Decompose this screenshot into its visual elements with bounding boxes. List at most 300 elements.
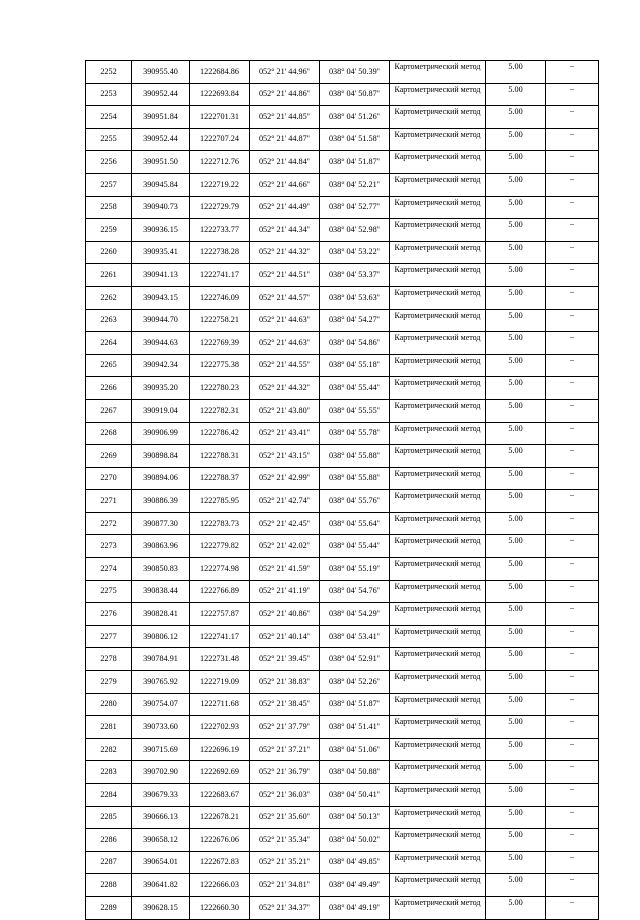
accuracy-cell: 5.00: [486, 896, 546, 919]
table-row: [86, 671, 599, 694]
accuracy-cell: 5.00: [486, 332, 546, 355]
accuracy-cell: 5.00: [486, 61, 546, 84]
x-coordinate-cell: 390894.06: [132, 467, 190, 490]
accuracy-cell: 5.00: [486, 874, 546, 897]
y-coordinate-cell: 1222712.76: [190, 151, 250, 174]
method-cell: Картометрический метод: [390, 83, 486, 106]
note-cell: –: [546, 580, 599, 603]
accuracy-cell: 5.00: [486, 580, 546, 603]
x-coordinate-cell: 390733.60: [132, 716, 190, 739]
table-row: [86, 422, 599, 445]
method-cell: Картометрический метод: [390, 784, 486, 807]
point-number-cell: 2277: [86, 625, 132, 648]
y-coordinate-cell: 1222779.82: [190, 535, 250, 558]
accuracy-cell: 5.00: [486, 851, 546, 874]
x-coordinate-cell: 390919.04: [132, 399, 190, 422]
note-cell: –: [546, 264, 599, 287]
y-coordinate-cell: 1222660.30: [190, 896, 250, 919]
accuracy-cell: 5.00: [486, 490, 546, 513]
longitude-cell: 038° 04' 50.88": [320, 761, 390, 784]
y-coordinate-cell: 1222785.95: [190, 490, 250, 513]
table-row: [86, 196, 599, 219]
x-coordinate-cell: 390806.12: [132, 625, 190, 648]
latitude-cell: 052° 21' 35.21": [250, 851, 320, 874]
point-number-cell: 2254: [86, 106, 132, 129]
table-row: [86, 693, 599, 716]
note-cell: –: [546, 851, 599, 874]
point-number-cell: 2275: [86, 580, 132, 603]
latitude-cell: 052° 21' 44.63": [250, 332, 320, 355]
x-coordinate-cell: 390951.84: [132, 106, 190, 129]
latitude-cell: 052° 21' 39.45": [250, 648, 320, 671]
table-row: [86, 173, 599, 196]
longitude-cell: 038° 04' 55.19": [320, 558, 390, 581]
accuracy-cell: 5.00: [486, 309, 546, 332]
table-row: [86, 874, 599, 897]
point-number-cell: 2281: [86, 716, 132, 739]
longitude-cell: 038° 04' 54.76": [320, 580, 390, 603]
table-row: [86, 648, 599, 671]
accuracy-cell: 5.00: [486, 445, 546, 468]
note-cell: –: [546, 512, 599, 535]
y-coordinate-cell: 1222788.31: [190, 445, 250, 468]
longitude-cell: 038° 04' 53.37": [320, 264, 390, 287]
latitude-cell: 052° 21' 44.51": [250, 264, 320, 287]
accuracy-cell: 5.00: [486, 286, 546, 309]
table-row: [86, 603, 599, 626]
note-cell: –: [546, 693, 599, 716]
point-number-cell: 2259: [86, 219, 132, 242]
y-coordinate-cell: 1222684.86: [190, 61, 250, 84]
x-coordinate-cell: 390936.15: [132, 219, 190, 242]
accuracy-cell: 5.00: [486, 716, 546, 739]
accuracy-cell: 5.00: [486, 648, 546, 671]
method-cell: Картометрический метод: [390, 332, 486, 355]
longitude-cell: 038° 04' 55.44": [320, 377, 390, 400]
latitude-cell: 052° 21' 41.59": [250, 558, 320, 581]
longitude-cell: 038° 04' 49.85": [320, 851, 390, 874]
latitude-cell: 052° 21' 44.87": [250, 128, 320, 151]
note-cell: –: [546, 829, 599, 852]
x-coordinate-cell: 390838.44: [132, 580, 190, 603]
latitude-cell: 052° 21' 37.79": [250, 716, 320, 739]
method-cell: Картометрический метод: [390, 377, 486, 400]
accuracy-cell: 5.00: [486, 264, 546, 287]
x-coordinate-cell: 390944.63: [132, 332, 190, 355]
y-coordinate-cell: 1222707.24: [190, 128, 250, 151]
x-coordinate-cell: 390654.01: [132, 851, 190, 874]
table-row: [86, 128, 599, 151]
point-number-cell: 2278: [86, 648, 132, 671]
note-cell: –: [546, 625, 599, 648]
note-cell: –: [546, 286, 599, 309]
accuracy-cell: 5.00: [486, 399, 546, 422]
point-number-cell: 2286: [86, 829, 132, 852]
x-coordinate-cell: 390641.82: [132, 874, 190, 897]
method-cell: Картометрический метод: [390, 693, 486, 716]
y-coordinate-cell: 1222741.17: [190, 264, 250, 287]
y-coordinate-cell: 1222788.37: [190, 467, 250, 490]
x-coordinate-cell: 390943.15: [132, 286, 190, 309]
note-cell: –: [546, 173, 599, 196]
latitude-cell: 052° 21' 44.86": [250, 83, 320, 106]
latitude-cell: 052° 21' 43.41": [250, 422, 320, 445]
longitude-cell: 038° 04' 54.29": [320, 603, 390, 626]
x-coordinate-cell: 390951.50: [132, 151, 190, 174]
note-cell: –: [546, 309, 599, 332]
x-coordinate-cell: 390702.90: [132, 761, 190, 784]
accuracy-cell: 5.00: [486, 83, 546, 106]
table-row: [86, 445, 599, 468]
accuracy-cell: 5.00: [486, 603, 546, 626]
accuracy-cell: 5.00: [486, 738, 546, 761]
method-cell: Картометрический метод: [390, 716, 486, 739]
latitude-cell: 052° 21' 41.19": [250, 580, 320, 603]
note-cell: –: [546, 603, 599, 626]
x-coordinate-cell: 390863.96: [132, 535, 190, 558]
method-cell: Картометрический метод: [390, 151, 486, 174]
accuracy-cell: 5.00: [486, 512, 546, 535]
method-cell: Картометрический метод: [390, 399, 486, 422]
longitude-cell: 038° 04' 52.77": [320, 196, 390, 219]
point-number-cell: 2262: [86, 286, 132, 309]
table-row: [86, 61, 599, 84]
method-cell: Картометрический метод: [390, 648, 486, 671]
latitude-cell: 052° 21' 34.81": [250, 874, 320, 897]
table-row: [86, 761, 599, 784]
point-number-cell: 2283: [86, 761, 132, 784]
longitude-cell: 038° 04' 51.06": [320, 738, 390, 761]
method-cell: Картометрический метод: [390, 219, 486, 242]
longitude-cell: 038° 04' 55.76": [320, 490, 390, 513]
point-number-cell: 2282: [86, 738, 132, 761]
x-coordinate-cell: 390898.84: [132, 445, 190, 468]
note-cell: –: [546, 377, 599, 400]
latitude-cell: 052° 21' 42.99": [250, 467, 320, 490]
method-cell: Картометрический метод: [390, 128, 486, 151]
method-cell: Картометрический метод: [390, 264, 486, 287]
table-row: [86, 806, 599, 829]
table-row: [86, 829, 599, 852]
y-coordinate-cell: 1222666.03: [190, 874, 250, 897]
accuracy-cell: 5.00: [486, 671, 546, 694]
y-coordinate-cell: 1222719.09: [190, 671, 250, 694]
y-coordinate-cell: 1222719.22: [190, 173, 250, 196]
point-number-cell: 2268: [86, 422, 132, 445]
method-cell: Картометрический метод: [390, 106, 486, 129]
x-coordinate-cell: 390784.91: [132, 648, 190, 671]
latitude-cell: 052° 21' 44.85": [250, 106, 320, 129]
longitude-cell: 038° 04' 55.88": [320, 467, 390, 490]
longitude-cell: 038° 04' 55.88": [320, 445, 390, 468]
table-row: [86, 219, 599, 242]
longitude-cell: 038° 04' 55.64": [320, 512, 390, 535]
x-coordinate-cell: 390715.69: [132, 738, 190, 761]
longitude-cell: 038° 04' 49.49": [320, 874, 390, 897]
accuracy-cell: 5.00: [486, 467, 546, 490]
point-number-cell: 2289: [86, 896, 132, 919]
method-cell: Картометрический метод: [390, 422, 486, 445]
method-cell: Картометрический метод: [390, 286, 486, 309]
longitude-cell: 038° 04' 53.22": [320, 241, 390, 264]
latitude-cell: 052° 21' 44.55": [250, 354, 320, 377]
x-coordinate-cell: 390935.41: [132, 241, 190, 264]
point-number-cell: 2269: [86, 445, 132, 468]
longitude-cell: 038° 04' 50.13": [320, 806, 390, 829]
latitude-cell: 052° 21' 35.34": [250, 829, 320, 852]
latitude-cell: 052° 21' 38.45": [250, 693, 320, 716]
y-coordinate-cell: 1222678.21: [190, 806, 250, 829]
point-number-cell: 2272: [86, 512, 132, 535]
table-row: [86, 83, 599, 106]
latitude-cell: 052° 21' 42.02": [250, 535, 320, 558]
accuracy-cell: 5.00: [486, 128, 546, 151]
method-cell: Картометрический метод: [390, 467, 486, 490]
note-cell: –: [546, 535, 599, 558]
accuracy-cell: 5.00: [486, 422, 546, 445]
note-cell: –: [546, 648, 599, 671]
longitude-cell: 038° 04' 52.98": [320, 219, 390, 242]
x-coordinate-cell: 390940.73: [132, 196, 190, 219]
accuracy-cell: 5.00: [486, 241, 546, 264]
note-cell: –: [546, 467, 599, 490]
method-cell: Картометрический метод: [390, 806, 486, 829]
y-coordinate-cell: 1222741.17: [190, 625, 250, 648]
latitude-cell: 052° 21' 44.49": [250, 196, 320, 219]
table-row: [86, 106, 599, 129]
note-cell: –: [546, 61, 599, 84]
point-number-cell: 2265: [86, 354, 132, 377]
note-cell: –: [546, 399, 599, 422]
method-cell: Картометрический метод: [390, 761, 486, 784]
note-cell: –: [546, 784, 599, 807]
note-cell: –: [546, 83, 599, 106]
note-cell: –: [546, 806, 599, 829]
point-number-cell: 2284: [86, 784, 132, 807]
table-row: [86, 151, 599, 174]
latitude-cell: 052° 21' 43.80": [250, 399, 320, 422]
accuracy-cell: 5.00: [486, 806, 546, 829]
accuracy-cell: 5.00: [486, 693, 546, 716]
y-coordinate-cell: 1222696.19: [190, 738, 250, 761]
point-number-cell: 2256: [86, 151, 132, 174]
accuracy-cell: 5.00: [486, 625, 546, 648]
latitude-cell: 052° 21' 44.32": [250, 377, 320, 400]
x-coordinate-cell: 390877.30: [132, 512, 190, 535]
accuracy-cell: 5.00: [486, 761, 546, 784]
y-coordinate-cell: 1222782.31: [190, 399, 250, 422]
note-cell: –: [546, 151, 599, 174]
method-cell: Картометрический метод: [390, 241, 486, 264]
latitude-cell: 052° 21' 37.21": [250, 738, 320, 761]
note-cell: –: [546, 219, 599, 242]
note-cell: –: [546, 354, 599, 377]
note-cell: –: [546, 896, 599, 919]
method-cell: Картометрический метод: [390, 603, 486, 626]
y-coordinate-cell: 1222676.06: [190, 829, 250, 852]
longitude-cell: 038° 04' 49.19": [320, 896, 390, 919]
note-cell: –: [546, 445, 599, 468]
y-coordinate-cell: 1222738.28: [190, 241, 250, 264]
longitude-cell: 038° 04' 53.63": [320, 286, 390, 309]
accuracy-cell: 5.00: [486, 219, 546, 242]
note-cell: –: [546, 241, 599, 264]
point-number-cell: 2279: [86, 671, 132, 694]
y-coordinate-cell: 1222701.31: [190, 106, 250, 129]
method-cell: Картометрический метод: [390, 173, 486, 196]
longitude-cell: 038° 04' 52.21": [320, 173, 390, 196]
table-row: [86, 467, 599, 490]
x-coordinate-cell: 390886.39: [132, 490, 190, 513]
y-coordinate-cell: 1222775.38: [190, 354, 250, 377]
x-coordinate-cell: 390952.44: [132, 83, 190, 106]
longitude-cell: 038° 04' 51.87": [320, 693, 390, 716]
x-coordinate-cell: 390666.13: [132, 806, 190, 829]
accuracy-cell: 5.00: [486, 173, 546, 196]
x-coordinate-cell: 390935.20: [132, 377, 190, 400]
latitude-cell: 052° 21' 44.66": [250, 173, 320, 196]
method-cell: Картометрический метод: [390, 896, 486, 919]
latitude-cell: 052° 21' 40.86": [250, 603, 320, 626]
table-row: [86, 512, 599, 535]
point-number-cell: 2274: [86, 558, 132, 581]
point-number-cell: 2276: [86, 603, 132, 626]
table-row: [86, 377, 599, 400]
point-number-cell: 2280: [86, 693, 132, 716]
table-row: [86, 241, 599, 264]
longitude-cell: 038° 04' 55.44": [320, 535, 390, 558]
latitude-cell: 052° 21' 44.34": [250, 219, 320, 242]
longitude-cell: 038° 04' 51.41": [320, 716, 390, 739]
table-row: [86, 784, 599, 807]
latitude-cell: 052° 21' 38.83": [250, 671, 320, 694]
method-cell: Картометрический метод: [390, 738, 486, 761]
y-coordinate-cell: 1222758.21: [190, 309, 250, 332]
y-coordinate-cell: 1222729.79: [190, 196, 250, 219]
x-coordinate-cell: 390945.84: [132, 173, 190, 196]
table-row: [86, 896, 599, 919]
accuracy-cell: 5.00: [486, 377, 546, 400]
note-cell: –: [546, 558, 599, 581]
y-coordinate-cell: 1222702.93: [190, 716, 250, 739]
latitude-cell: 052° 21' 40.14": [250, 625, 320, 648]
y-coordinate-cell: 1222780.23: [190, 377, 250, 400]
coordinates-table-body: [86, 61, 599, 920]
table-row: [86, 580, 599, 603]
longitude-cell: 038° 04' 55.78": [320, 422, 390, 445]
point-number-cell: 2253: [86, 83, 132, 106]
table-row: [86, 490, 599, 513]
y-coordinate-cell: 1222786.42: [190, 422, 250, 445]
accuracy-cell: 5.00: [486, 151, 546, 174]
longitude-cell: 038° 04' 54.86": [320, 332, 390, 355]
point-number-cell: 2273: [86, 535, 132, 558]
accuracy-cell: 5.00: [486, 829, 546, 852]
table-row: [86, 264, 599, 287]
point-number-cell: 2287: [86, 851, 132, 874]
latitude-cell: 052° 21' 42.74": [250, 490, 320, 513]
accuracy-cell: 5.00: [486, 558, 546, 581]
point-number-cell: 2258: [86, 196, 132, 219]
point-number-cell: 2266: [86, 377, 132, 400]
table-row: [86, 354, 599, 377]
method-cell: Картометрический метод: [390, 354, 486, 377]
method-cell: Картометрический метод: [390, 625, 486, 648]
x-coordinate-cell: 390658.12: [132, 829, 190, 852]
latitude-cell: 052° 21' 36.79": [250, 761, 320, 784]
latitude-cell: 052° 21' 36.03": [250, 784, 320, 807]
latitude-cell: 052° 21' 42.45": [250, 512, 320, 535]
note-cell: –: [546, 874, 599, 897]
method-cell: Картометрический метод: [390, 61, 486, 84]
longitude-cell: 038° 04' 50.87": [320, 83, 390, 106]
longitude-cell: 038° 04' 53.41": [320, 625, 390, 648]
method-cell: Картометрический метод: [390, 851, 486, 874]
x-coordinate-cell: 390628.15: [132, 896, 190, 919]
latitude-cell: 052° 21' 44.84": [250, 151, 320, 174]
note-cell: –: [546, 671, 599, 694]
longitude-cell: 038° 04' 50.41": [320, 784, 390, 807]
point-number-cell: 2263: [86, 309, 132, 332]
method-cell: Картометрический метод: [390, 671, 486, 694]
longitude-cell: 038° 04' 55.18": [320, 354, 390, 377]
y-coordinate-cell: 1222672.83: [190, 851, 250, 874]
note-cell: –: [546, 738, 599, 761]
table-row: [86, 399, 599, 422]
x-coordinate-cell: 390955.40: [132, 61, 190, 84]
note-cell: –: [546, 490, 599, 513]
x-coordinate-cell: 390828.41: [132, 603, 190, 626]
longitude-cell: 038° 04' 55.55": [320, 399, 390, 422]
method-cell: Картометрический метод: [390, 535, 486, 558]
method-cell: Картометрический метод: [390, 196, 486, 219]
x-coordinate-cell: 390952.44: [132, 128, 190, 151]
longitude-cell: 038° 04' 52.91": [320, 648, 390, 671]
x-coordinate-cell: 390679.33: [132, 784, 190, 807]
x-coordinate-cell: 390944.70: [132, 309, 190, 332]
longitude-cell: 038° 04' 50.39": [320, 61, 390, 84]
x-coordinate-cell: 390765.92: [132, 671, 190, 694]
y-coordinate-cell: 1222766.89: [190, 580, 250, 603]
method-cell: Картометрический метод: [390, 309, 486, 332]
latitude-cell: 052° 21' 44.32": [250, 241, 320, 264]
y-coordinate-cell: 1222746.09: [190, 286, 250, 309]
point-number-cell: 2271: [86, 490, 132, 513]
point-number-cell: 2264: [86, 332, 132, 355]
table-row: [86, 738, 599, 761]
point-number-cell: 2257: [86, 173, 132, 196]
longitude-cell: 038° 04' 52.26": [320, 671, 390, 694]
point-number-cell: 2260: [86, 241, 132, 264]
longitude-cell: 038° 04' 54.27": [320, 309, 390, 332]
x-coordinate-cell: 390754.07: [132, 693, 190, 716]
x-coordinate-cell: 390906.99: [132, 422, 190, 445]
x-coordinate-cell: 390850.83: [132, 558, 190, 581]
table-row: [86, 332, 599, 355]
latitude-cell: 052° 21' 44.57": [250, 286, 320, 309]
y-coordinate-cell: 1222683.67: [190, 784, 250, 807]
table-row: [86, 535, 599, 558]
accuracy-cell: 5.00: [486, 196, 546, 219]
table-row: [86, 716, 599, 739]
latitude-cell: 052° 21' 44.96": [250, 61, 320, 84]
table-row: [86, 309, 599, 332]
accuracy-cell: 5.00: [486, 784, 546, 807]
latitude-cell: 052° 21' 43.15": [250, 445, 320, 468]
note-cell: –: [546, 128, 599, 151]
point-number-cell: 2267: [86, 399, 132, 422]
y-coordinate-cell: 1222769.39: [190, 332, 250, 355]
